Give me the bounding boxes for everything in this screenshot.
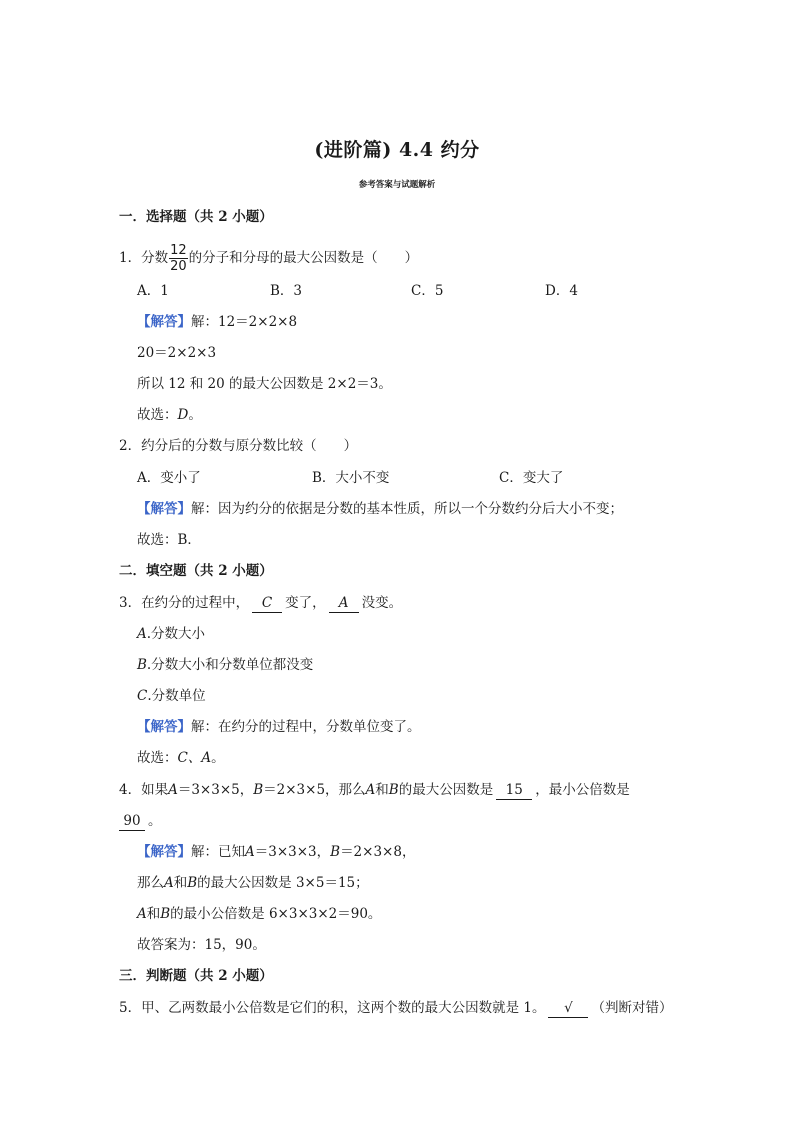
section-heading-judge: 三．判断题（共 2 小题）: [119, 968, 273, 984]
q4-sol2-pre: 那么: [137, 875, 164, 891]
q4-solution-line-4: 故答案为：15，90。: [137, 937, 266, 953]
q3-stem-pre: 3．在约分的过程中，: [119, 595, 250, 611]
q4-eq-a: ＝3×3×5，: [177, 782, 254, 798]
document-subtitle: 参考答案与试题解析: [358, 180, 436, 190]
answer-label: 【解答】: [137, 844, 191, 860]
q5-stem-text: 5．甲、乙两数最小公倍数是它们的积，这两个数的最大公因数就是 1。: [119, 1000, 546, 1016]
q3-solution-line-2: [137, 748, 225, 768]
q1-option-c: C．5: [411, 283, 444, 299]
q1-solution-text-1: 解：12＝2×2×8: [191, 314, 298, 330]
q3-option-b-text: .分数大小和分数单位都没变: [146, 657, 314, 673]
q4-var-a: A: [168, 782, 178, 798]
q3-stem-post: 没变。: [361, 595, 403, 611]
q2-option-a: A．变小了: [137, 470, 201, 486]
q4-solution-line-3: [137, 904, 381, 924]
q3-choice-prefix: 故选：: [137, 750, 178, 766]
section-heading-fill: 二．填空题（共 2 小题）: [119, 563, 273, 579]
q3-option-c-text: .分数单位: [147, 688, 206, 704]
q4-sol1-var-b: B: [330, 844, 341, 860]
q3-solution-line-1: [137, 717, 421, 737]
q4-sol3-post: 的最小公倍数是 6×3×3×2＝90。: [170, 906, 382, 922]
q1-option-a: A．1: [137, 283, 169, 299]
q4-sol2-var-b: B: [187, 875, 198, 891]
q4-var-b-2: B: [388, 782, 399, 798]
q3-option-c: [137, 686, 206, 706]
q1-choice-prefix: 故选：: [137, 407, 178, 423]
q3-option-a-letter: A: [137, 626, 147, 642]
q4-sol2-and: 和: [173, 875, 188, 891]
answer-label: 【解答】: [137, 501, 191, 517]
q4-sol3-var-b: B: [160, 906, 171, 922]
q1-stem-post: 的分子和分母的最大公因数是（ ）: [188, 250, 419, 266]
q4-sol1-eq-a: ＝3×3×3，: [254, 844, 331, 860]
q4-sol1-pre: 解：已知: [191, 844, 245, 860]
q2-solution-line-1: [137, 499, 623, 519]
q4-sol2-var-a: A: [164, 875, 174, 891]
q3-option-b-letter: B: [137, 657, 147, 673]
q3-blank-2: A: [329, 594, 359, 613]
q3-choice-answer: C、A: [177, 750, 212, 766]
q4-gcd-text: 的最大公因数是: [398, 782, 494, 798]
q4-and: 和: [375, 782, 389, 798]
q3-blank-1: C: [252, 594, 282, 613]
q1-fraction: [169, 243, 188, 274]
q2-option-c: C．变大了: [499, 470, 564, 486]
q3-stem-mid: 变了，: [285, 595, 326, 611]
question-4-stem: [119, 780, 630, 800]
q4-stem-pre: 4．如果: [119, 782, 169, 798]
answer-label: 【解答】: [137, 314, 191, 330]
q1-stem-pre: 1．分数: [119, 250, 169, 266]
q1-solution-line-1: [137, 312, 297, 332]
q4-sol1-var-a: A: [245, 844, 255, 860]
q4-eq-b: ＝2×3×5，那么: [263, 782, 366, 798]
q4-sol2-post: 的最大公因数是 3×5＝15；: [197, 875, 369, 891]
q2-solution-text-1: 解：因为约分的依据是分数的基本性质，所以一个分数约分后大小不变；: [191, 501, 623, 517]
q4-blank-gcd: 15: [496, 781, 532, 800]
q2-option-b: B．大小不变: [312, 470, 390, 486]
q1-option-b: B．3: [270, 283, 303, 299]
q4-solution-line-1: [137, 842, 415, 862]
question-4-stem-cont: [119, 811, 162, 831]
q1-choice-answer: D: [177, 407, 189, 423]
q4-stem-end: 。: [148, 813, 162, 829]
q3-option-a: [137, 624, 205, 644]
q1-option-d: D．4: [545, 283, 578, 299]
question-1-stem: [119, 243, 418, 274]
q4-sol3-var-a: A: [137, 906, 147, 922]
q5-blank: √: [548, 999, 588, 1018]
answer-label: 【解答】: [137, 719, 191, 735]
q3-choice-suffix: 。: [211, 750, 225, 766]
q3-option-b: [137, 655, 313, 675]
q4-blank-lcm: 90: [119, 812, 145, 831]
q5-tail: （判断对错）: [591, 1000, 673, 1016]
document-title: (进阶篇) 4.4 约分: [314, 139, 480, 161]
q4-sol1-eq-b: ＝2×3×8，: [340, 844, 416, 860]
question-3-stem: [119, 593, 402, 613]
q3-option-a-text: .分数大小: [146, 626, 206, 642]
q3-option-c-letter: C: [137, 688, 148, 704]
q3-solution-text-1: 解：在约分的过程中，分数单位变了。: [191, 719, 421, 735]
q1-solution-line-2: 20＝2×2×3: [137, 345, 217, 361]
q1-fraction-denominator: 20: [170, 259, 187, 274]
q2-solution-line-2: 故选：B．: [137, 532, 201, 548]
q1-fraction-numerator: 12: [170, 243, 187, 258]
q1-solution-line-3: 所以 12 和 20 的最大公因数是 2×2＝3。: [137, 376, 392, 392]
question-5-stem: [119, 998, 672, 1018]
q1-choice-suffix: 。: [188, 407, 202, 423]
q4-var-b: B: [253, 782, 264, 798]
q4-solution-line-2: [137, 873, 369, 893]
q4-lcm-text: ，最小公倍数是: [535, 782, 630, 798]
question-2-stem: 2．约分后的分数与原分数比较（ ）: [119, 438, 358, 454]
q4-var-a-2: A: [365, 782, 376, 798]
q1-solution-line-4: [137, 405, 202, 425]
section-heading-choice: 一．选择题（共 2 小题）: [119, 209, 273, 225]
q4-sol3-and: 和: [146, 906, 161, 922]
